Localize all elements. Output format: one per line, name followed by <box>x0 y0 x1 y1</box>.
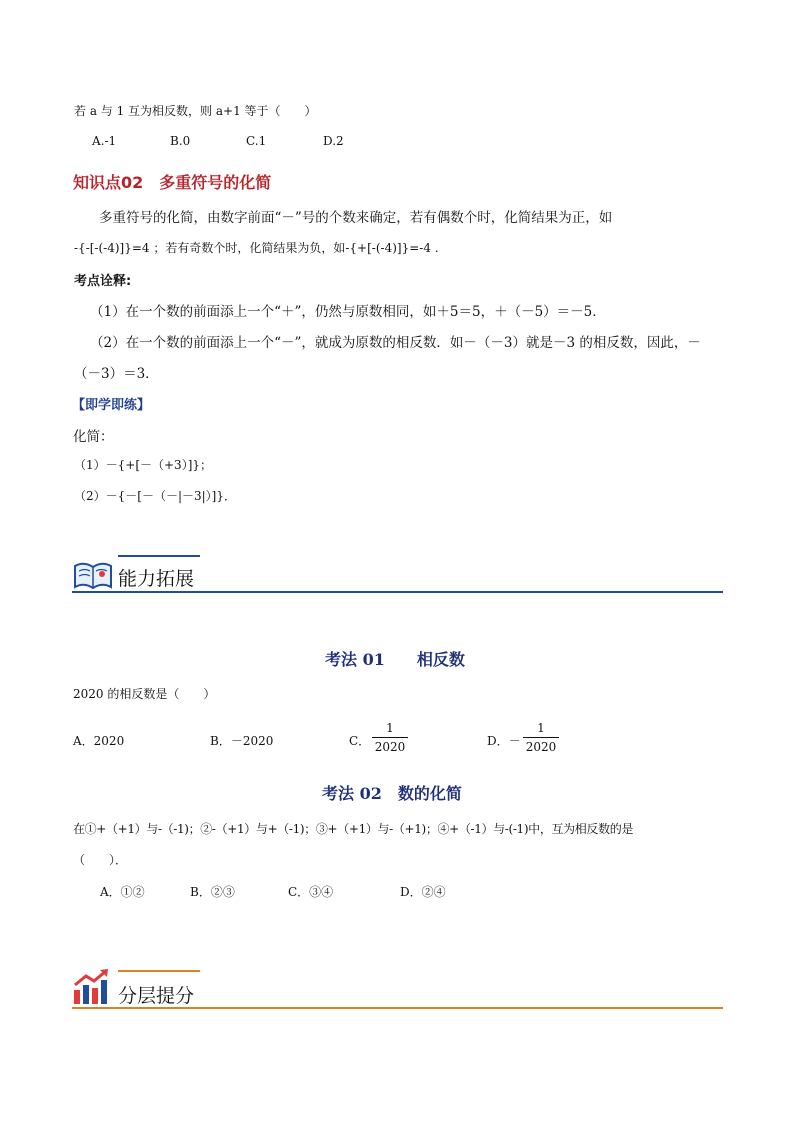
fraction-numerator: 1 <box>537 721 545 735</box>
section-banner-ability <box>72 554 724 596</box>
question-1-option-d: D.2 <box>323 134 344 148</box>
question-1-stem: 若 a 与 1 互为相反数，则 a+1 等于（ ） <box>74 104 317 118</box>
method-01-option-c-label: C． <box>349 734 371 748</box>
banner-top-rule <box>118 555 200 557</box>
note-title: 考点诠释: <box>74 274 132 289</box>
method-02-option-d: D．②④ <box>400 885 446 899</box>
method-01-question: 2020 的相反数是（ ） <box>73 687 216 701</box>
method-01-option-a: A．2020 <box>73 734 125 748</box>
banner-bottom-rule <box>72 591 723 593</box>
method-02-option-a: A．①② <box>100 885 145 899</box>
method-02-option-b: B．②③ <box>190 885 235 899</box>
section-title-tiered: 分层提分 <box>118 985 195 1007</box>
fraction-bar <box>372 737 408 738</box>
bar-chart-growth-icon <box>72 968 110 1010</box>
knowledge-point-paragraph-line2: -{-[-(-4)]}=4 ；若有奇数个时，化简结果为负，如-{+[-(-4)]}=-4 . <box>74 241 439 255</box>
fraction-denominator: 2020 <box>525 740 557 754</box>
method-01-option-b: B．－2020 <box>210 734 274 748</box>
question-1-option-a: A.-1 <box>92 134 117 148</box>
section-banner-tiered <box>72 968 724 1012</box>
method-02-question-line1: 在①+（+1）与-（-1)；②-（+1）与+（-1)；③+（+1）与-（+1)；④+（-1）与-(-1)中，互为相反数的是 <box>73 822 634 836</box>
note-item-1: （1）在一个数的前面添上一个“＋”，仍然与原数相同，如＋5＝5，＋（－5）＝－5． <box>90 304 606 320</box>
method-02-option-c: C．③④ <box>288 885 334 899</box>
practice-item-2: （2）－{－[－（－|－3|）]}． <box>74 489 236 503</box>
question-1-option-b: B.0 <box>170 134 191 148</box>
knowledge-point-paragraph-line1: 多重符号的化简，由数字前面“－”号的个数来确定，若有偶数个时，化简结果为正，如 <box>99 210 613 226</box>
fraction-bar <box>523 737 559 738</box>
method-01-heading: 考法 01 相反数 <box>325 650 465 669</box>
method-01-option-d-fraction <box>523 720 559 755</box>
note-item-2-line2: （－3）＝3． <box>74 366 159 382</box>
method-02-question-line2: （ ）． <box>73 853 128 867</box>
section-title-ability: 能力拓展 <box>118 568 195 590</box>
practice-item-1: （1）－{+[－（+3）]}； <box>74 458 213 472</box>
banner-top-rule <box>118 970 200 972</box>
method-01-option-d-label: D．－ <box>487 734 521 748</box>
banner-bottom-rule <box>72 1007 723 1009</box>
method-01-option-c-fraction <box>372 720 408 755</box>
knowledge-point-heading: 知识点02 多重符号的化简 <box>73 173 272 192</box>
question-1-option-c: C.1 <box>246 134 267 148</box>
practice-prompt: 化简： <box>73 429 114 445</box>
note-item-2-line1: （2）在一个数的前面添上一个“－”，就成为原数的相反数．如－（－3）就是－3 的相反数，因此，－ <box>90 335 701 351</box>
method-02-heading: 考法 02 数的化简 <box>322 784 462 803</box>
fraction-numerator: 1 <box>386 721 394 735</box>
fraction-denominator: 2020 <box>374 740 406 754</box>
practice-tag: 【即学即练】 <box>72 398 151 413</box>
